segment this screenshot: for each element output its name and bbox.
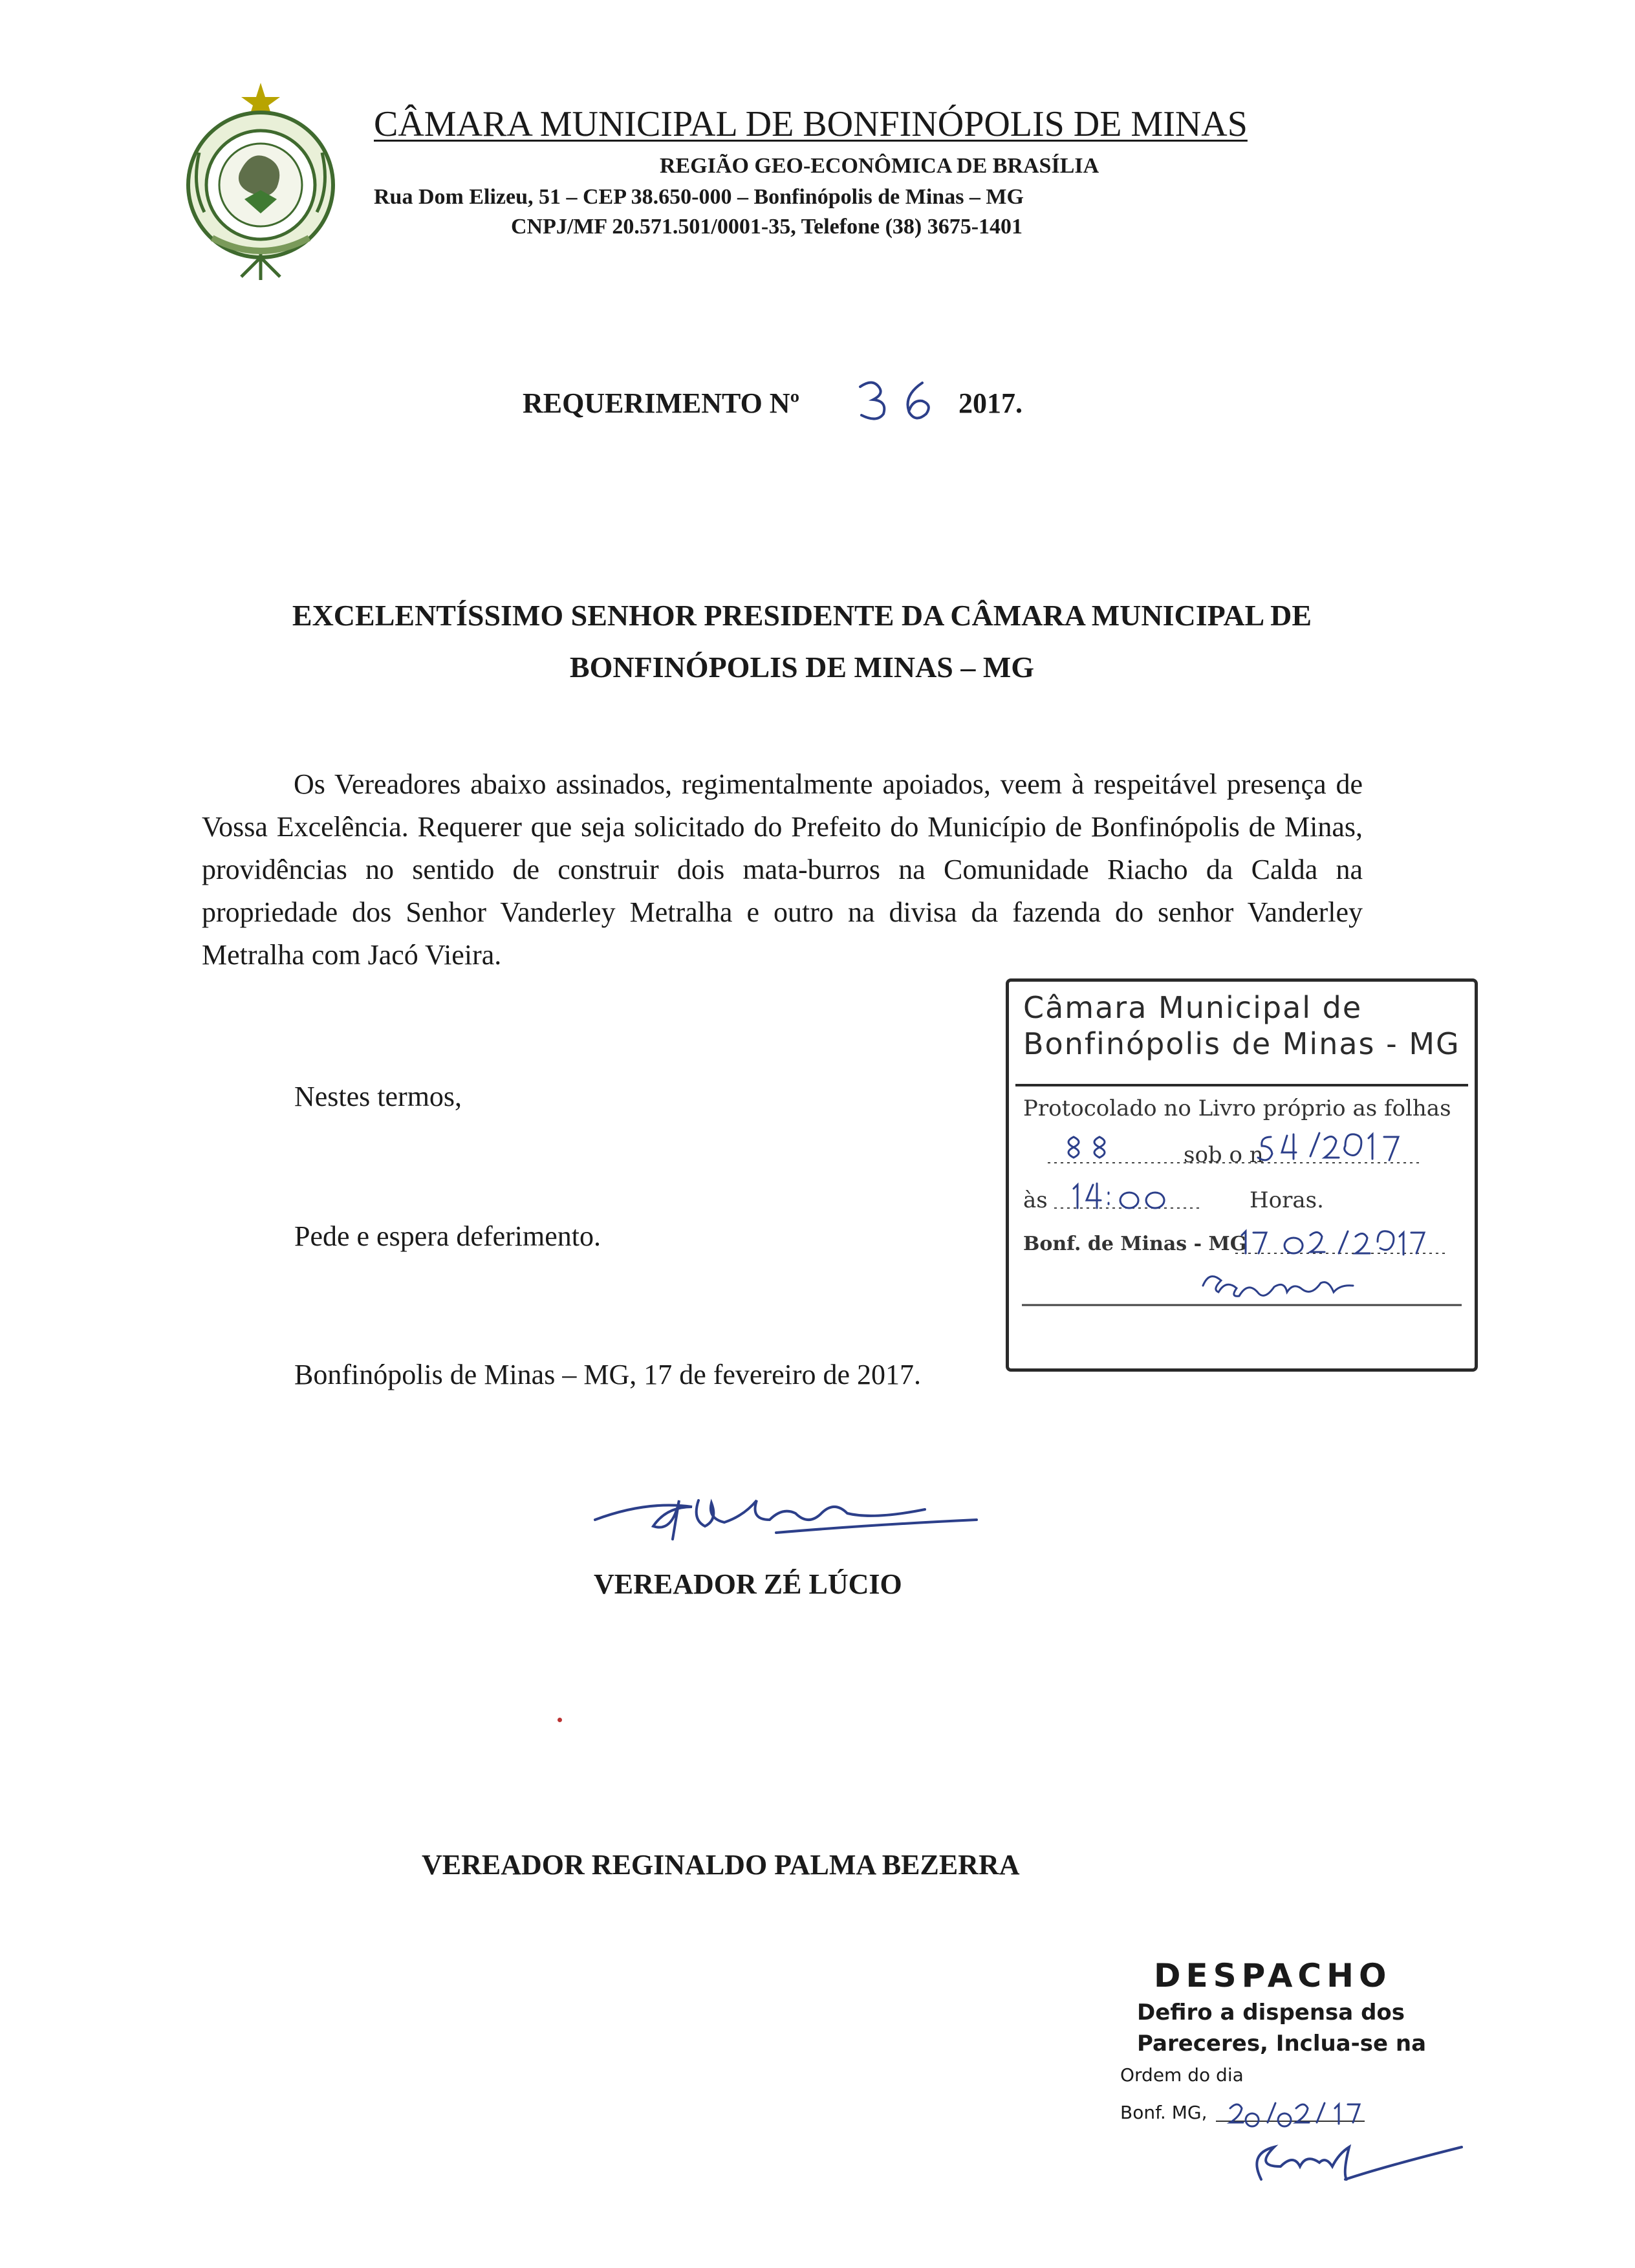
stamp-line-date-prefix: Bonf. de Minas - MG	[1023, 1233, 1247, 1255]
request-year: 2017.	[958, 387, 1023, 419]
stamp-handwritten-fill-ins	[1009, 982, 1475, 1368]
request-body-paragraph: Os Vereadores abaixo assinados, regimentalmente apoiados, veem à respeitável presença de Vossa Excelência. Requerer que seja solicitado do Prefeito do Município de Bonfinópolis de Minas, providências no sentido de construir dois mata-burros na Comunidade Riacho da Calda na propriedade dos Senhor Vanderley Metralha e outro na divisa da fazenda do senhor Vanderley Metralha com Jacó Vieira.	[202, 768, 1363, 971]
signature-ze-lucio	[582, 1487, 996, 1546]
despacho-title: DESPACHO	[1154, 1957, 1392, 1994]
despacho-handwritten-date-and-signature	[1216, 2063, 1513, 2192]
chamber-title: CÂMARA MUNICIPAL DE BONFINÓPOLIS DE MINAS	[374, 104, 1248, 144]
protocol-stamp	[1006, 978, 1478, 1372]
despacho-line-3: Ordem do dia	[1120, 2064, 1244, 2086]
handwritten-request-number	[852, 374, 949, 426]
despacho-line-2: Pareceres, Inclua-se na	[1137, 2031, 1427, 2057]
addressee-line-1: EXCELENTÍSSIMO SENHOR PRESIDENTE DA CÂMARA MUNICIPAL DE	[292, 599, 1312, 632]
red-ink-mark	[558, 1718, 562, 1722]
stamp-title: Câmara Municipal de Bonfinópolis de Minas - MG	[1023, 990, 1460, 1061]
place-and-date: Bonfinópolis de Minas – MG, 17 de fevereiro de 2017.	[294, 1359, 922, 1390]
municipal-seal-logo	[167, 76, 354, 290]
addressee-line-2: BONFINÓPOLIS DE MINAS – MG	[569, 651, 1035, 684]
despacho-line-4: Bonf. MG,	[1120, 2102, 1207, 2123]
closing-request: Pede e espera deferimento.	[294, 1220, 601, 1252]
stamp-line-book: Protocolado no Livro próprio as folhas	[1023, 1096, 1451, 1121]
closing-terms: Nestes termos,	[294, 1081, 462, 1112]
address-line: Rua Dom Elizeu, 51 – CEP 38.650-000 – Bonfinópolis de Minas – MG	[374, 185, 1024, 209]
addressee-block	[188, 590, 1416, 693]
signatory-reginaldo: VEREADOR REGINALDO PALMA BEZERRA	[422, 1849, 1020, 1881]
despacho-line-1: Defiro a dispensa dos	[1137, 2000, 1405, 2025]
request-title: REQUERIMENTO Nº	[523, 387, 800, 419]
region-line: REGIÃO GEO-ECONÔMICA DE BRASÍLIA	[660, 154, 1099, 178]
cnpj-phone-line: CNPJ/MF 20.571.501/0001-35, Telefone (38) 3675-1401	[511, 215, 1023, 239]
stamp-line-number-label: sob o n	[1184, 1142, 1264, 1168]
stamp-line-time-prefix: às	[1023, 1187, 1048, 1213]
stamp-line-time-suffix: Horas.	[1250, 1187, 1324, 1213]
signatory-ze-lucio: VEREADOR ZÉ LÚCIO	[594, 1568, 902, 1600]
